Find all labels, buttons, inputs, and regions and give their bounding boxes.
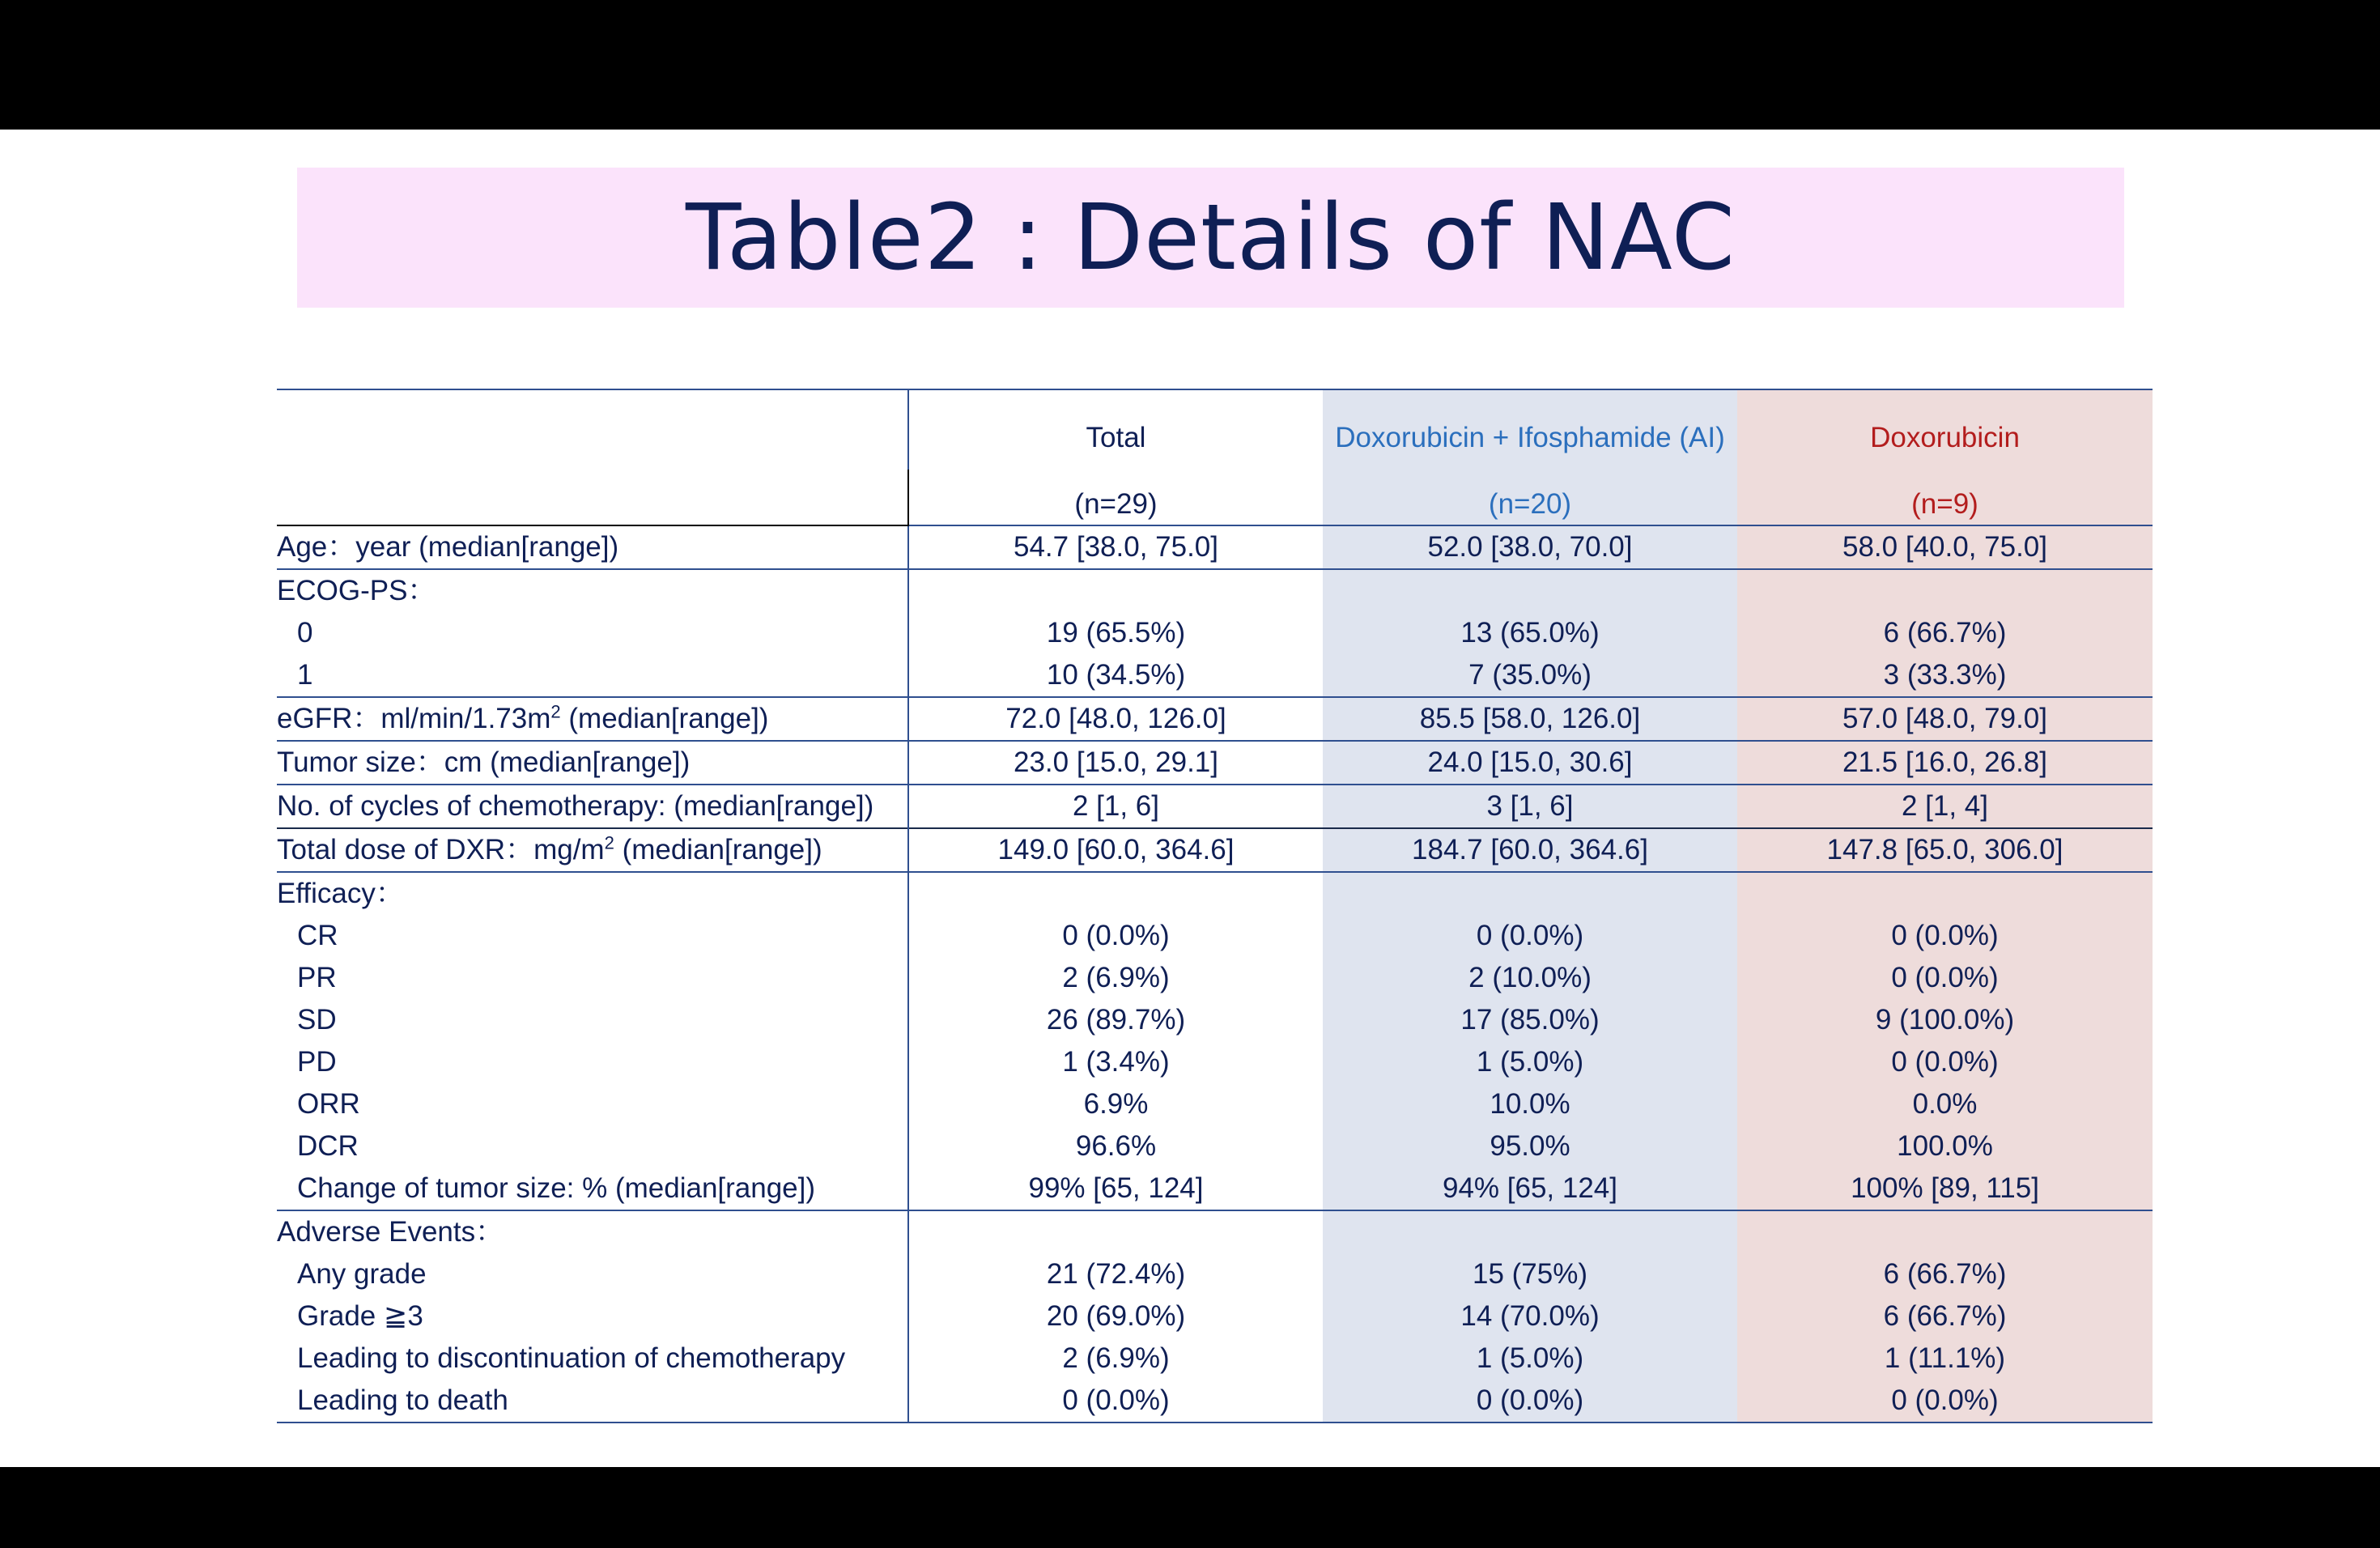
table-row	[277, 741, 2153, 785]
header-total-n: (n=29)	[908, 470, 1323, 525]
cell-total: 72.0 [48.0, 126.0]	[908, 697, 1323, 741]
cell-total: 10 (34.5%)	[908, 654, 1323, 697]
table-row	[277, 1253, 2153, 1295]
cell-ai: 95.0%	[1323, 1125, 1737, 1167]
cell-total: 149.0 [60.0, 364.6]	[908, 828, 1323, 872]
cell-ai: 94% [65, 124]	[1323, 1167, 1737, 1210]
table-row	[277, 654, 2153, 697]
cell-total: 6.9%	[908, 1083, 1323, 1125]
table-row	[277, 828, 2153, 872]
table-row	[277, 612, 2153, 654]
table-row	[277, 872, 2153, 915]
table-row	[277, 1380, 2153, 1423]
section-label: ECOG-PS：	[277, 569, 908, 612]
header-doxorubicin-n: (n=9)	[1737, 470, 2153, 525]
cell-doxorubicin: 0 (0.0%)	[1737, 1380, 2153, 1423]
table-row	[277, 1210, 2153, 1253]
row-label: Grade ≧3	[297, 1300, 423, 1332]
row-label: PD	[297, 1046, 337, 1078]
nac-details-table	[277, 389, 2153, 1423]
cell-ai: 184.7 [60.0, 364.6]	[1323, 828, 1737, 872]
cell-total: 20 (69.0%)	[908, 1295, 1323, 1337]
row-label: 0	[297, 617, 313, 649]
table-row	[277, 525, 2153, 569]
page-title: Table2 : Details of NAC	[686, 185, 1736, 291]
cell-ai: 17 (85.0%)	[1323, 999, 1737, 1041]
cell-doxorubicin: 1 (11.1%)	[1737, 1337, 2153, 1380]
table-row	[277, 1083, 2153, 1125]
cell-total: 26 (89.7%)	[908, 999, 1323, 1041]
section-label: Adverse Events：	[277, 1210, 908, 1253]
cell-doxorubicin: 2 [1, 4]	[1737, 785, 2153, 828]
row-label: CR	[297, 920, 338, 951]
cell-ai: 2 (10.0%)	[1323, 957, 1737, 999]
cell-doxorubicin: 100% [89, 115]	[1737, 1167, 2153, 1210]
cell-ai: 1 (5.0%)	[1323, 1041, 1737, 1083]
row-label: SD	[297, 1004, 337, 1036]
cell-doxorubicin: 3 (33.3%)	[1737, 654, 2153, 697]
cell-total: 21 (72.4%)	[908, 1253, 1323, 1295]
table-row	[277, 999, 2153, 1041]
table-row	[277, 785, 2153, 828]
cell-doxorubicin: 58.0 [40.0, 75.0]	[1737, 525, 2153, 569]
cell-doxorubicin: 0 (0.0%)	[1737, 915, 2153, 957]
header-stub	[277, 389, 908, 525]
section-label: Efficacy：	[277, 872, 908, 915]
cell-ai: 15 (75%)	[1323, 1253, 1737, 1295]
cell-ai: 0 (0.0%)	[1323, 1380, 1737, 1423]
table-row	[277, 957, 2153, 999]
row-label: Total dose of DXR：$mg/m^2$ (median[range])	[277, 828, 908, 872]
row-label: eGFR：$ml/\min/1.73m^2$ (median[range])	[277, 697, 908, 741]
cell-ai: 0 (0.0%)	[1323, 915, 1737, 957]
row-label: Leading to discontinuation of chemotherapy	[297, 1342, 846, 1374]
row-label: DCR	[297, 1130, 359, 1162]
row-label: No. of cycles of chemotherapy: (median[range])	[277, 785, 908, 828]
cell-total: 2 [1, 6]	[908, 785, 1323, 828]
row-label: ORR	[297, 1088, 360, 1120]
cell-total: 54.7 [38.0, 75.0]	[908, 525, 1323, 569]
row-label: Age：year (median[range])	[277, 525, 908, 569]
table-row	[277, 1167, 2153, 1210]
cell-total: 99% [65, 124]	[908, 1167, 1323, 1210]
cell-doxorubicin: 147.8 [65.0, 306.0]	[1737, 828, 2153, 872]
row-label: Any grade	[297, 1258, 427, 1290]
header-ai-n: (n=20)	[1323, 470, 1737, 525]
row-label: Leading to death	[277, 1380, 908, 1423]
cell-ai: 14 (70.0%)	[1323, 1295, 1737, 1337]
cell-ai: 13 (65.0%)	[1323, 612, 1737, 654]
title-banner	[297, 168, 2124, 308]
cell-ai: 10.0%	[1323, 1083, 1737, 1125]
cell-total: 2 (6.9%)	[908, 1337, 1323, 1380]
row-label: PR	[297, 962, 337, 993]
cell-total: 2 (6.9%)	[908, 957, 1323, 999]
cell-doxorubicin: 100.0%	[1737, 1125, 2153, 1167]
cell-ai: 52.0 [38.0, 70.0]	[1323, 525, 1737, 569]
table-row	[277, 1295, 2153, 1337]
cell-doxorubicin: 0 (0.0%)	[1737, 957, 2153, 999]
cell-total: 0 (0.0%)	[908, 915, 1323, 957]
cell-doxorubicin: 6 (66.7%)	[1737, 1295, 2153, 1337]
cell-total: 0 (0.0%)	[908, 1380, 1323, 1423]
nac-details-table-wrap	[277, 389, 2153, 1423]
table-row	[277, 1125, 2153, 1167]
cell-doxorubicin: 0 (0.0%)	[1737, 1041, 2153, 1083]
header-ai: Doxorubicin + Ifosphamide (AI)	[1323, 389, 1737, 470]
cell-doxorubicin: 6 (66.7%)	[1737, 1253, 2153, 1295]
row-label: 1	[297, 659, 313, 691]
table-row	[277, 569, 2153, 612]
row-label: Change of tumor size: % (median[range])	[297, 1172, 816, 1204]
cell-total: 96.6%	[908, 1125, 1323, 1167]
cell-ai: 3 [1, 6]	[1323, 785, 1737, 828]
header-doxorubicin: Doxorubicin	[1737, 389, 2153, 470]
slide	[0, 130, 2380, 1467]
table-row	[277, 1041, 2153, 1083]
cell-doxorubicin: 9 (100.0%)	[1737, 999, 2153, 1041]
header-total: Total	[908, 389, 1323, 470]
cell-total: 1 (3.4%)	[908, 1041, 1323, 1083]
cell-ai: 85.5 [58.0, 126.0]	[1323, 697, 1737, 741]
cell-ai: 24.0 [15.0, 30.6]	[1323, 741, 1737, 785]
cell-ai: 1 (5.0%)	[1323, 1337, 1737, 1380]
cell-ai: 7 (35.0%)	[1323, 654, 1737, 697]
cell-doxorubicin: 21.5 [16.0, 26.8]	[1737, 741, 2153, 785]
cell-doxorubicin: 0.0%	[1737, 1083, 2153, 1125]
cell-doxorubicin: 6 (66.7%)	[1737, 612, 2153, 654]
table-row	[277, 1337, 2153, 1380]
row-label: Tumor size：cm (median[range])	[277, 741, 908, 785]
table-row	[277, 915, 2153, 957]
cell-doxorubicin: 57.0 [48.0, 79.0]	[1737, 697, 2153, 741]
cell-total: 19 (65.5%)	[908, 612, 1323, 654]
cell-total: 23.0 [15.0, 29.1]	[908, 741, 1323, 785]
table-row	[277, 697, 2153, 741]
